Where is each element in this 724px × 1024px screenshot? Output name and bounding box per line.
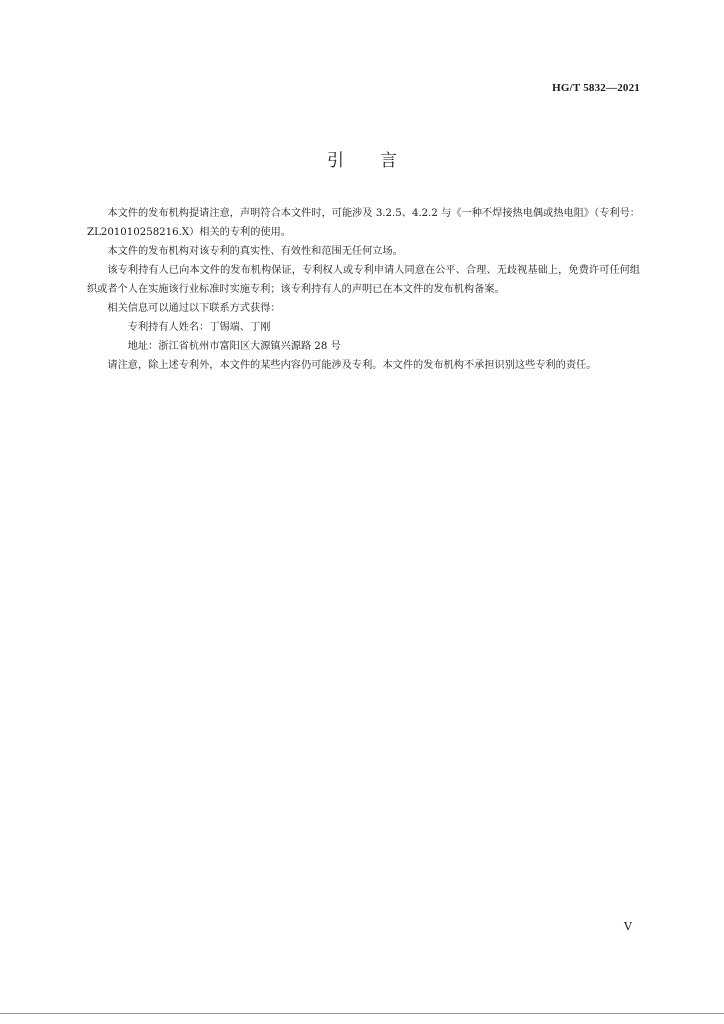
page-number: V (624, 920, 632, 933)
contact-address: 地址：浙江省杭州市富阳区大源镇兴源路 28 号 (127, 341, 341, 352)
page-title: 引言 (327, 151, 433, 171)
paragraph-closing: 请注意，除上述专利外，本文件的某些内容仍可能涉及专利。本文件的发布机构不承担识别这些专利的责任。 (107, 360, 597, 371)
paragraph-patent-notice: 本文件的发布机构提请注意，声明符合本文件时，可能涉及 3.2.5、4.2.2 与《一种不焊接热电偶或热电阻》（专利号：ZL201010258216.X）相关的专利的使用。 (87, 208, 640, 238)
paragraph-contact-intro: 相关信息可以通过以下联系方式获得： (107, 303, 281, 314)
standard-code: HG/T 5832—2021 (552, 82, 640, 94)
contact-holder: 专利持有人姓名：丁锡端、丁刚 (127, 322, 271, 333)
paragraph-no-position: 本文件的发布机构对该专利的真实性、有效性和范围无任何立场。 (107, 246, 403, 257)
paragraph-license-assurance: 该专利持有人已向本文件的发布机构保证，专利权人或专利申请人同意在公平、合理、无歧视基础上，免费许可任何组织或者个人在实施该行业标准时实施专利；该专利持有人的声明已在本文件的发布机构备案。 (87, 265, 640, 295)
bottom-divider (0, 1013, 724, 1014)
document-body (87, 204, 640, 375)
